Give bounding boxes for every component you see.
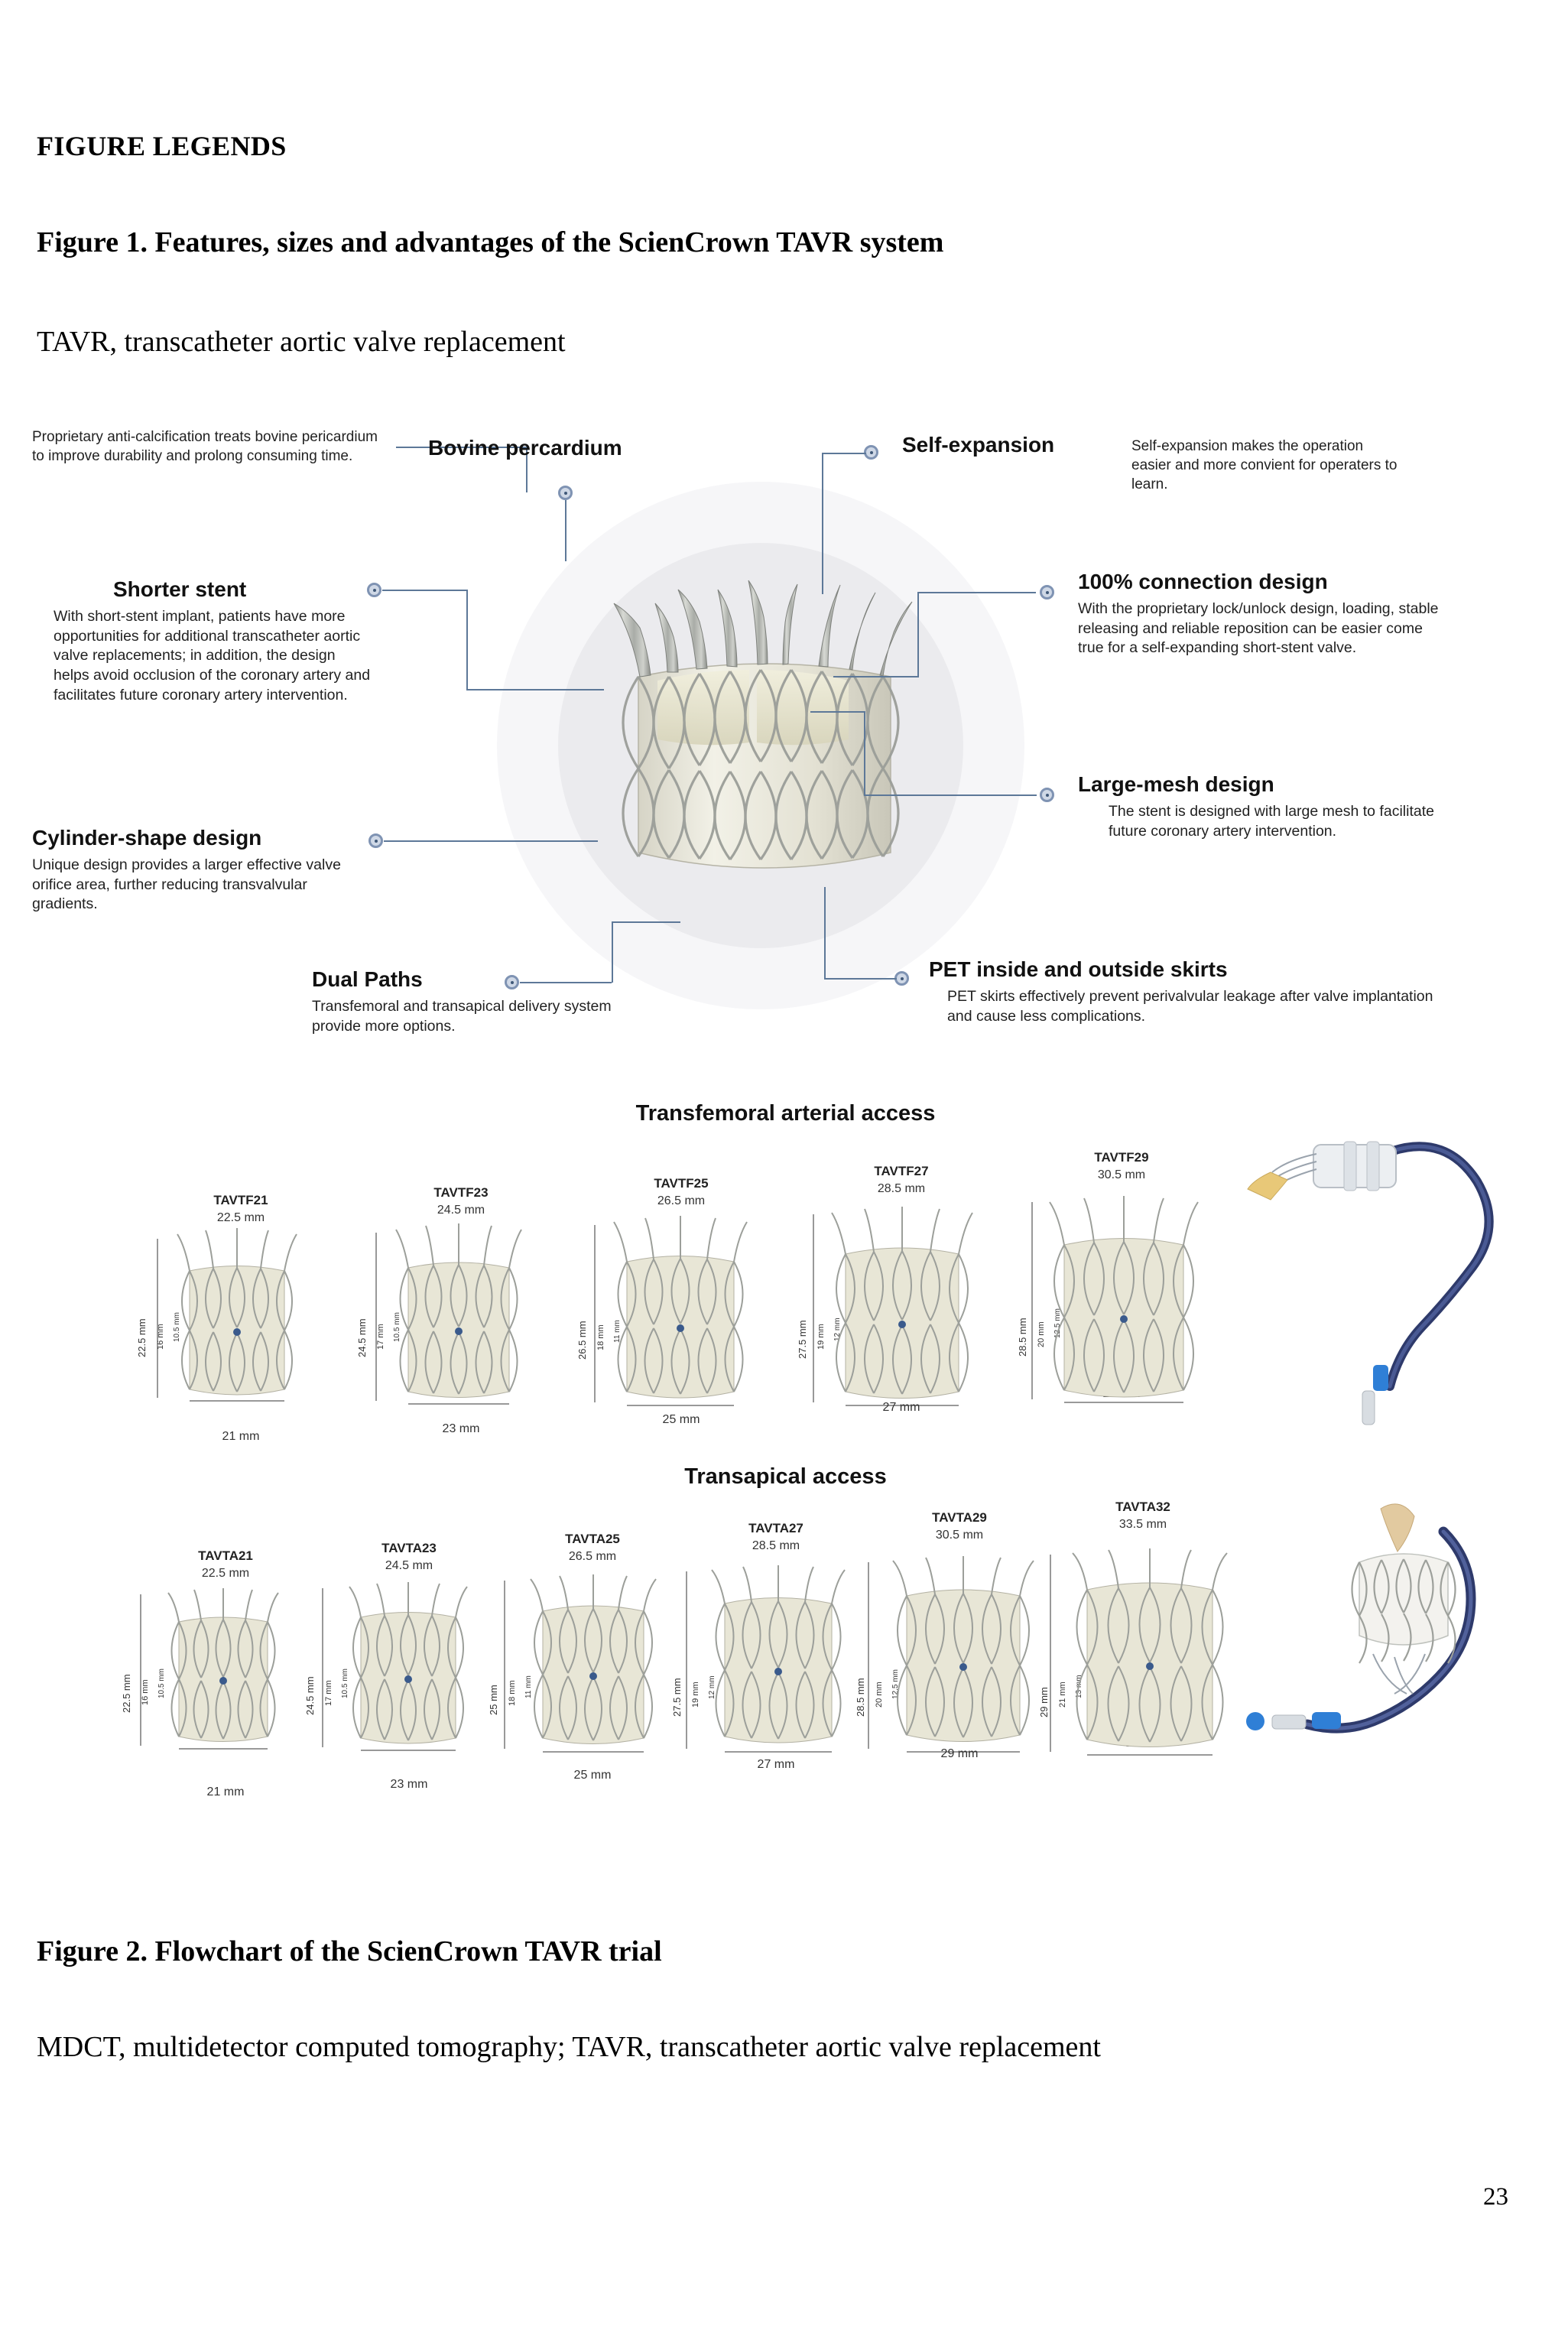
valve-height: 30.5 mm <box>1097 1168 1146 1181</box>
valve-height: 26.5 mm <box>568 1550 617 1563</box>
valve-base-diameter: 25 mm <box>573 1769 612 1782</box>
valve-card-tavtf29 <box>1011 1150 1232 1402</box>
valve-base-diameter: 29 mm <box>940 1747 979 1760</box>
valve-card-tavtf25 <box>570 1176 792 1428</box>
valve-dim-2: 16 mm <box>156 1324 165 1350</box>
valve-base-diameter: 21 mm <box>222 1430 260 1443</box>
feature-large-mesh-title: Large-mesh design <box>1078 772 1274 796</box>
valve-dim-3: 12 mm <box>833 1318 842 1341</box>
valve-height: 26.5 mm <box>657 1194 706 1207</box>
feature-dual-paths-body: Transfemoral and transapical delivery system provide more options. <box>312 998 612 1035</box>
figure1-caption: Figure 1. Features, sizes and advantages of the ScienCrown TAVR system <box>37 226 944 258</box>
valve-dim-3: 10.5 mm <box>393 1312 401 1342</box>
valve-base-diameter: 21 mm <box>206 1785 245 1798</box>
valve-dim-3: 10.5 mm <box>341 1669 349 1698</box>
valve-code: TAVTA25 <box>565 1532 620 1546</box>
feature-pet-skirts-title: PET inside and outside skirts <box>929 957 1228 981</box>
valve-code: TAVTA32 <box>1115 1500 1170 1514</box>
valve-dim-3: 10.5 mm <box>157 1669 166 1698</box>
valve-dim-1: 27.5 mm <box>797 1320 808 1359</box>
valve-graphic <box>790 1164 1012 1416</box>
feature-self-expansion-body: Self-expansion makes the operation easier and more convient for operaters to learn. <box>1131 438 1398 493</box>
valve-code: TAVTA29 <box>932 1510 987 1525</box>
transfemoral-delivery-system <box>1231 1128 1521 1434</box>
valve-base-diameter: 27 mm <box>757 1758 795 1771</box>
valve-code: TAVTA23 <box>381 1541 437 1555</box>
valve-dim-3: 11 mm <box>524 1675 533 1698</box>
valve-code: TAVTF29 <box>1094 1150 1149 1165</box>
valve-dim-2: 17 mm <box>376 1324 385 1350</box>
valve-graphic <box>130 1193 352 1445</box>
valve-code: TAVTF23 <box>433 1185 489 1200</box>
valve-dim-1: 25 mm <box>488 1685 499 1715</box>
valve-height: 28.5 mm <box>752 1539 800 1552</box>
valve-dim-3: 13 mm <box>1075 1675 1083 1698</box>
valve-dim-3: 12 mm <box>708 1675 716 1699</box>
features-panel <box>23 413 1548 1105</box>
leader-line-bovine-pericardium <box>565 500 566 561</box>
valve-dim-2: 18 mm <box>596 1324 605 1350</box>
valve-dim-1: 22.5 mm <box>136 1318 148 1357</box>
valve-base-diameter: 25 mm <box>662 1413 700 1426</box>
valve-graphic <box>570 1176 792 1428</box>
valve-height: 28.5 mm <box>877 1182 926 1195</box>
feature-connection-design <box>1078 570 1445 658</box>
feature-pet-skirts <box>929 957 1464 1026</box>
valve-code: TAVTF21 <box>213 1193 268 1207</box>
valve-graphic <box>350 1185 572 1438</box>
leader-line-connection-design <box>917 592 1036 593</box>
valve-dim-2: 21 mm <box>1058 1682 1067 1708</box>
valve-card-tavta32 <box>1032 1500 1254 1752</box>
valve-base-diameter: 23 mm <box>442 1422 480 1435</box>
leader-line-self-expansion <box>822 453 823 594</box>
marker-dot-shorter-stent <box>367 583 381 597</box>
valve-dim-2: 18 mm <box>508 1680 517 1706</box>
valve-height: 24.5 mm <box>437 1204 485 1217</box>
valve-code: TAVTA27 <box>748 1521 803 1535</box>
valve-dim-3: 12.5 mm <box>1053 1308 1062 1338</box>
valve-base-diameter: 27 mm <box>882 1401 920 1414</box>
feature-dual-paths <box>312 967 641 1036</box>
feature-cylinder-shape <box>32 826 361 915</box>
feature-cylinder-shape-body: Unique design provides a larger effective valve orifice area, further reducing transvalvular gradients. <box>32 856 341 913</box>
marker-dot-bovine-pericardium <box>558 486 573 500</box>
valve-dim-1: 27.5 mm <box>671 1678 683 1717</box>
feature-self-expansion <box>902 433 1054 457</box>
transapical-panel <box>23 1464 1548 1805</box>
valve-dim-1: 26.5 mm <box>576 1321 588 1360</box>
marker-dot-large-mesh <box>1040 788 1054 802</box>
valve-card-tavtf21 <box>130 1193 352 1445</box>
feature-bovine-pericardium-title: Bovine percardium <box>428 436 622 460</box>
transapical-valve-row <box>54 1500 1246 1798</box>
transfemoral-valve-row <box>54 1147 1200 1443</box>
valve-dim-1: 29 mm <box>1038 1687 1050 1717</box>
figure1-abbreviation: TAVR, transcatheter aortic valve replacement <box>37 326 566 358</box>
feature-self-expansion-text <box>1131 431 1399 494</box>
valve-card-tavtf23 <box>350 1185 572 1438</box>
valve-height: 24.5 mm <box>385 1559 433 1572</box>
marker-dot-connection-design <box>1040 585 1054 599</box>
feature-connection-design-body: With the proprietary lock/unlock design, loading, stable releasing and reliable reposition can be easier come true for a self-expanding short-stent valve. <box>1078 600 1439 657</box>
leader-line-shorter-stent <box>382 590 466 591</box>
valve-graphic <box>1011 1150 1232 1410</box>
valve-dim-2: 20 mm <box>1037 1321 1046 1347</box>
section-heading: FIGURE LEGENDS <box>37 131 287 161</box>
valve-code: TAVTF27 <box>874 1164 929 1178</box>
feature-large-mesh <box>1078 772 1460 841</box>
valve-dim-2: 17 mm <box>324 1680 333 1706</box>
leader-line-dual-paths <box>520 982 612 983</box>
valve-dim-1: 28.5 mm <box>1017 1318 1028 1357</box>
leader-line-dual-paths-2 <box>612 921 613 983</box>
transfemoral-title: Transfemoral arterial access <box>635 1101 936 1126</box>
valve-card-tavtf27 <box>790 1164 1012 1416</box>
leader-line-shorter-stent-2 <box>466 590 468 689</box>
valve-illustration-main <box>585 562 944 929</box>
valve-dim-2: 19 mm <box>691 1682 700 1708</box>
feature-large-mesh-body: The stent is designed with large mesh to facilitate future coronary artery intervention. <box>1109 803 1434 840</box>
transapical-delivery-system <box>1238 1495 1529 1778</box>
valve-dim-1: 22.5 mm <box>121 1674 132 1713</box>
valve-dim-1: 24.5 mm <box>356 1318 368 1357</box>
valve-code: TAVTF25 <box>654 1176 709 1191</box>
valve-height: 33.5 mm <box>1118 1518 1167 1531</box>
valve-graphic <box>1032 1500 1254 1767</box>
leader-line-shorter-stent-3 <box>466 689 604 690</box>
valve-dim-2: 16 mm <box>141 1679 150 1705</box>
leader-line-connection-design-3 <box>833 676 919 677</box>
figure1-image <box>23 413 1548 1805</box>
feature-pet-skirts-body: PET skirts effectively prevent perivalvular leakage after valve implantation and cause less complications. <box>947 988 1433 1025</box>
leader-line-pet-skirts <box>824 887 826 979</box>
valve-height: 22.5 mm <box>201 1567 250 1580</box>
marker-dot-dual-paths <box>505 975 519 989</box>
feature-bovine-pericardium <box>428 436 622 460</box>
valve-dim-3: 11 mm <box>613 1320 622 1343</box>
leader-line-pet-skirts-2 <box>824 978 897 980</box>
valve-dim-2: 20 mm <box>875 1682 884 1708</box>
feature-dual-paths-title: Dual Paths <box>312 967 423 991</box>
valve-dim-1: 28.5 mm <box>855 1678 866 1717</box>
valve-height: 30.5 mm <box>935 1529 984 1542</box>
valve-base-diameter: 23 mm <box>390 1778 428 1791</box>
feature-anti-calcification-body: Proprietary anti-calcification treats bovine pericardium to improve durability and prolong consuming time. <box>32 429 378 465</box>
transfemoral-panel <box>23 1101 1548 1461</box>
valve-dim-3: 12.5 mm <box>891 1669 900 1699</box>
feature-shorter-stent-body: With short-stent implant, patients have more opportunities for additional transcatheter aortic valve replacements; in addition, the design helps avoid occlusion of the coronary artery and facilitates future coronary artery intervention. <box>54 608 371 703</box>
figure2-caption: Figure 2. Flowchart of the ScienCrown TAVR trial <box>37 1935 662 1967</box>
transapical-title: Transapical access <box>684 1464 887 1489</box>
feature-shorter-stent <box>54 577 375 706</box>
leader-line-dual-paths-3 <box>612 921 680 923</box>
leader-line-large-mesh-3 <box>810 711 865 713</box>
valve-dim-3: 10.5 mm <box>173 1312 181 1342</box>
leader-line-connection-design-2 <box>917 592 919 676</box>
leader-line-large-mesh <box>864 794 1037 796</box>
valve-dim-1: 24.5 mm <box>304 1676 316 1715</box>
feature-connection-design-title: 100% connection design <box>1078 570 1328 593</box>
valve-code: TAVTA21 <box>198 1548 253 1563</box>
page-number: 23 <box>1483 2183 1508 2211</box>
feature-shorter-stent-title: Shorter stent <box>113 577 247 601</box>
feature-self-expansion-title: Self-expansion <box>902 433 1055 457</box>
feature-anti-calcification <box>32 422 391 466</box>
marker-dot-cylinder-shape <box>368 833 383 848</box>
leader-line-self-expansion-2 <box>822 453 866 454</box>
valve-dim-2: 19 mm <box>816 1324 826 1350</box>
valve-height: 22.5 mm <box>216 1211 265 1224</box>
feature-cylinder-shape-title: Cylinder-shape design <box>32 826 262 850</box>
leader-line-large-mesh-2 <box>864 711 865 795</box>
leader-line-cylinder-shape <box>384 840 598 842</box>
figure2-abbreviation: MDCT, multidetector computed tomography; TAVR, transcatheter aortic valve replacement <box>37 2031 1101 2063</box>
